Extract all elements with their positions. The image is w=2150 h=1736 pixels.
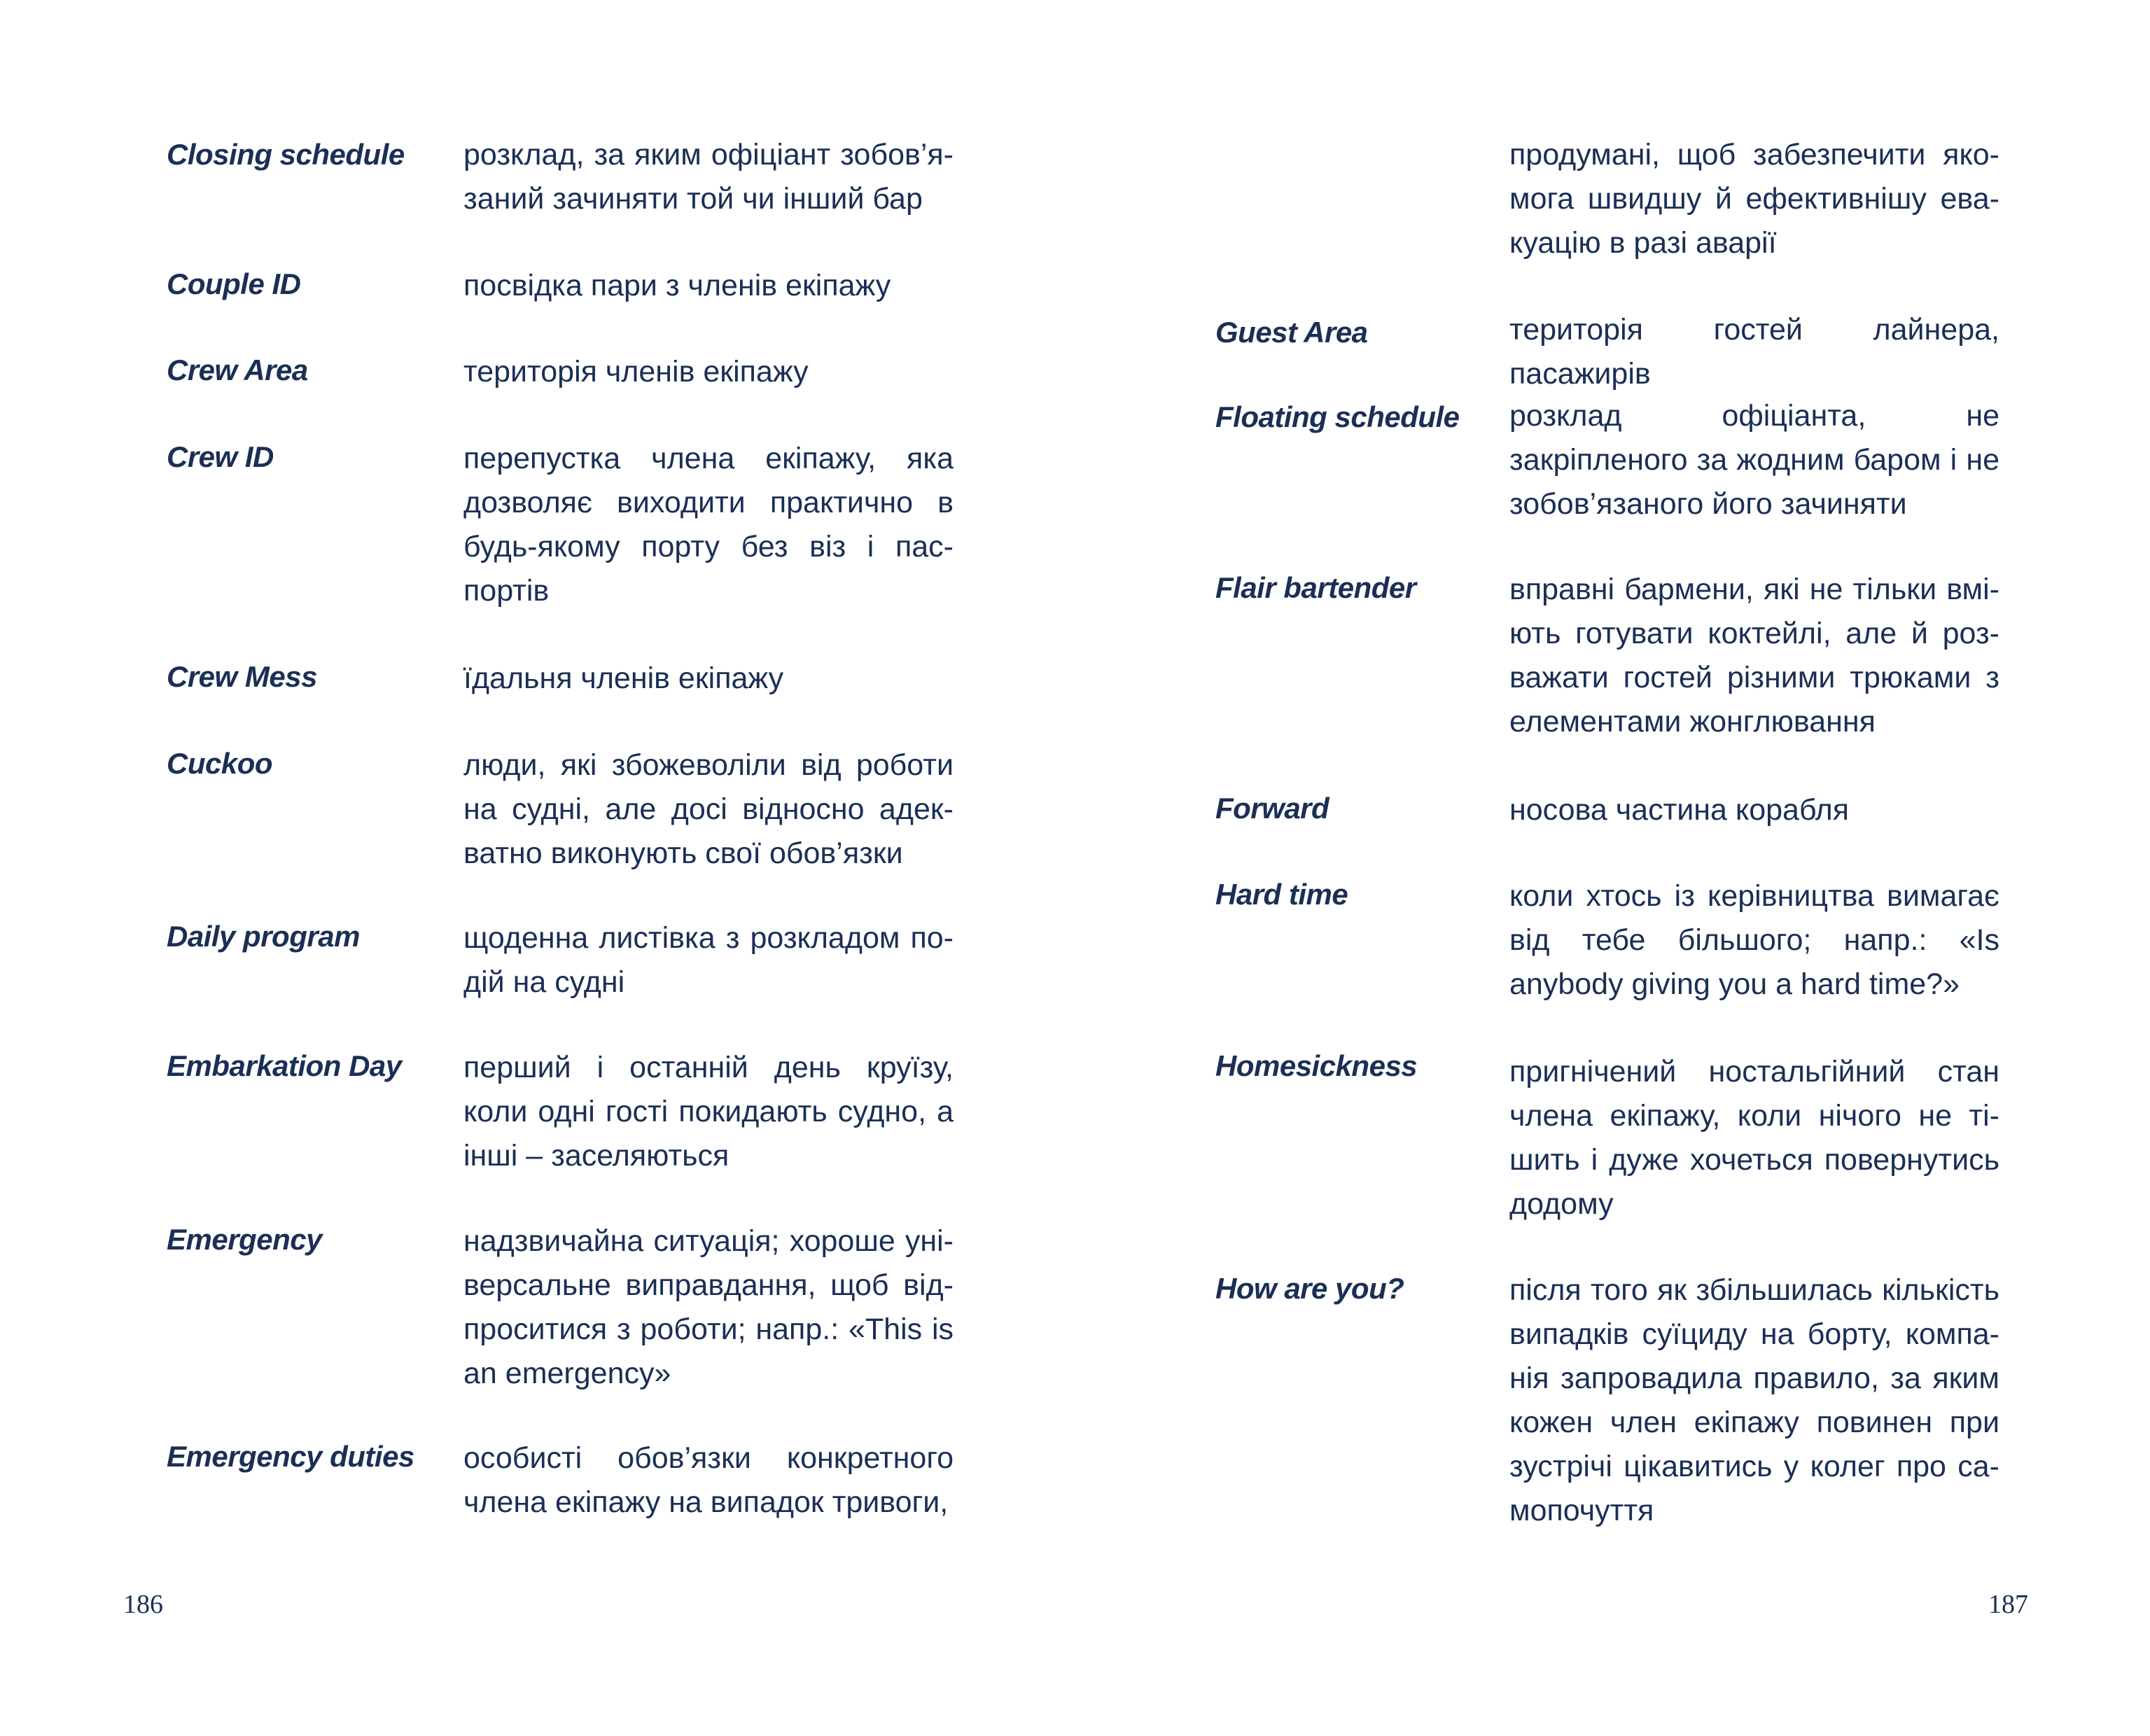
entry-definition: територія членів екіпажу — [463, 355, 809, 388]
entry-definition: особисті обов’язки конкретного члена екіпажу на випадок тривоги, — [463, 1441, 954, 1519]
entry-term: Couple ID — [167, 267, 301, 300]
entry-term: Crew Area — [167, 354, 308, 386]
entry-term: Crew Mess — [167, 660, 317, 693]
right-page — [1075, 0, 2150, 1736]
entry-term: Emergency — [167, 1223, 322, 1256]
page-number: 187 — [1988, 1590, 2028, 1619]
entry-term: Floating schedule — [1215, 400, 1460, 433]
entry-definition: вправні бармени, які не тільки вміють готувати коктейлі, але й розважати гостей різними трюками з елементами жонглювання — [1509, 573, 1999, 738]
entry-term: Flair bartender — [1215, 571, 1416, 604]
entry-term: Guest Area — [1215, 316, 1368, 349]
entry-term: How are you? — [1215, 1272, 1404, 1305]
entry-definition: посвідка пари з членів екіпажу — [463, 269, 891, 302]
entry-term: Crew ID — [167, 440, 274, 473]
entry-term: Embarkation Day — [167, 1049, 402, 1082]
entry-definition: їдальня членів екіпажу — [463, 662, 784, 695]
entry-term: Closing schedule — [167, 138, 405, 171]
entry-definition: щоденна листівка з розкладом подій на судні — [463, 921, 954, 999]
entry-term: Emergency duties — [167, 1440, 414, 1473]
entry-definition: перепустка члена екіпажу, яка дозволяє виходити практично в будь-якому порту без віз і паспортів — [463, 442, 954, 608]
definition-continuation: продумані, щоб забезпечити якомога швидшу й ефективнішу евакуацію в разі аварії — [1509, 138, 1999, 260]
entry-term: Homesickness — [1215, 1049, 1418, 1082]
entry-definition: перший і останній день круїзу, коли одні гості покидають судно, а інші – заселяються — [463, 1051, 954, 1172]
entry-definition: розклад офіціанта, не закріпленого за жодним баром і не зобов’язаного його зачиняти — [1509, 399, 1999, 521]
entry-term: Daily program — [167, 920, 360, 953]
entry-term: Cuckoo — [167, 747, 273, 780]
entry-definition: надзвичайна ситуація; хороше універсальне виправдання, щоб відпроситися з роботи; напр.: «This is an emergency» — [463, 1224, 954, 1390]
entry-term: Forward — [1215, 792, 1329, 825]
entry-term: Hard time — [1215, 878, 1348, 911]
entry-definition: коли хтось із керівництва вимагає від тебе більшого; напр.: «Is anybody giving you a hard time?» — [1509, 879, 1999, 1001]
entry-definition: пригнічений ностальгійний стан члена екіпажу, коли нічого не тішить і дуже хочеться повернутись додому — [1509, 1055, 1999, 1221]
entry-definition: після того як збільшилась кількість випадків суїциду на борту, компанія запровадила правило, за яким кожен член екіпажу повинен при зустрічі цікавитись у колег про самопочуття — [1509, 1273, 1999, 1527]
page-number: 186 — [123, 1590, 163, 1619]
entry-definition: люди, які збожеволіли від роботи на судні, але досі відносно адекватно виконують свої обов’язки — [463, 748, 954, 870]
entry-definition: територія гостей лайнера, пасажирів — [1509, 313, 1999, 391]
entry-definition: розклад, за яким офіціант зобов’язаний зачиняти той чи інший бар — [463, 138, 954, 216]
entry-definition: носова частина корабля — [1509, 793, 1850, 827]
